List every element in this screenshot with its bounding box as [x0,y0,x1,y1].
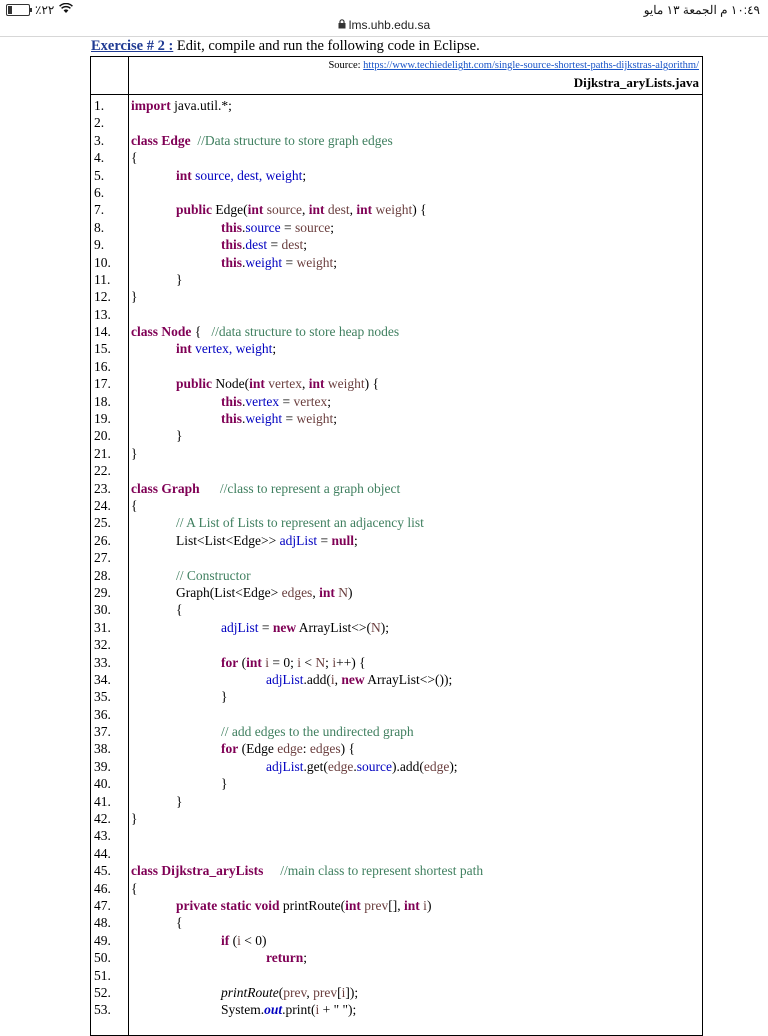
file-name: Dijkstra_aryLists.java [573,75,699,90]
code-line [131,132,483,149]
code-token: , [312,584,320,600]
code-token: source [295,219,331,235]
divider [0,36,768,37]
code-token: adjList [279,532,318,548]
line-number: 12. [94,289,111,305]
code-token: Graph(List<Edge> [176,584,282,600]
code-token: int [404,897,420,913]
line-number: 5. [94,167,105,183]
code-line [131,567,483,584]
code-token: class [131,324,158,340]
line-number: 33. [94,654,111,670]
code-token: // Constructor [176,567,251,583]
source-link[interactable]: https://www.techiedelight.com/single-source-shortest-paths-dijkstras-algorithm/ [363,60,699,71]
line-number: 41. [94,793,111,809]
code-line [131,323,483,340]
code-line [131,740,483,757]
code-token: java.util.*; [170,98,232,113]
code-line [131,114,483,131]
code-token: i [297,654,302,670]
code-token: adjList [266,758,304,774]
code-token: (Edge [238,741,278,757]
line-number: 45. [94,863,111,879]
code-token: for [221,654,239,670]
code-line [131,688,483,705]
code-token: .add( [303,671,331,687]
code-token: int [176,341,192,357]
code-token: ; [333,254,338,270]
line-number: 25. [94,515,111,531]
code-line [131,619,483,636]
code-token: { [176,602,183,618]
code-token: int [308,202,325,218]
code-token: dest [281,237,304,253]
exercise-heading [91,38,480,55]
code-token: edges [281,584,313,600]
code-token: //main class to represent shortest path [263,863,484,879]
code-token: public [176,202,213,218]
code-token: this [221,411,243,427]
status-bar [0,0,768,20]
line-number: 14. [94,324,111,340]
code-token: vertex [245,393,280,409]
code-line [131,654,483,671]
code-token: source [263,202,303,218]
code-token: adjList [266,671,304,687]
code-token: ( [238,654,247,670]
code-line [131,671,483,688]
code-line [131,184,483,201]
battery-percent: ٪٢٢ [35,3,55,17]
line-number: 39. [94,758,111,774]
code-line [131,758,483,775]
code-token: //data structure to store heap nodes [211,324,400,340]
code-token: List<List<Edge>> [176,532,280,548]
code-token: { [131,497,138,513]
code-token: int [308,376,325,392]
code-token: if [221,932,230,948]
code-token: return [266,950,304,966]
code-token: = [282,254,297,270]
code-line [131,340,483,357]
code-token: prev [313,984,338,1000]
code-token: N [315,654,326,670]
code-line [131,254,483,271]
code-token: this [221,393,243,409]
code-token: ) { [340,741,355,757]
code-token: = [280,219,295,235]
code-line [131,984,483,1001]
code-token: System. [221,1002,265,1018]
code-line [131,845,483,862]
url-text[interactable]: lms.uhb.edu.sa [348,18,431,32]
line-number: 50. [94,950,111,966]
line-number: 3. [94,132,105,148]
line-number-column [94,97,111,1019]
code-token: null [331,532,354,548]
code-token: this [221,219,243,235]
code-line [131,97,483,114]
line-number: 1. [94,98,105,113]
line-number: 11. [94,271,111,287]
code-table [90,56,703,1036]
line-number: 17. [94,376,111,392]
code-token: { [131,150,138,166]
code-token: ); [449,758,458,774]
code-token: . [242,254,246,270]
line-number: 2. [94,115,105,131]
code-line [131,462,483,479]
status-time: ١٠:٤٩ م الجمعة ١٣ مايو [643,3,760,17]
code-line [131,1001,483,1018]
line-number: 10. [94,254,111,270]
code-token: Edge [161,132,191,148]
line-number: 9. [94,237,105,253]
code-token: Edge( [212,202,248,218]
code-token: [], [388,897,405,913]
code-token: { [191,324,212,340]
line-number: 22. [94,463,111,479]
code-token: } [131,445,138,461]
code-token: . [242,411,246,427]
code-line [131,480,483,497]
line-number: 36. [94,706,111,722]
code-token: < [301,654,316,670]
code-line [131,827,483,844]
line-number: 32. [94,637,111,653]
code-line [131,358,483,375]
code-token: ) [426,897,432,913]
line-number: 49. [94,932,111,948]
code-token: weight [296,411,334,427]
code-token: N [334,584,348,600]
line-number: 31. [94,619,111,635]
code-token: ); [380,619,389,635]
code-line [131,271,483,288]
code-line [131,880,483,897]
code-token: private [176,897,218,913]
code-token: ).add( [391,758,424,774]
line-number: 20. [94,428,111,444]
code-token: ; [303,237,308,253]
code-token: prev [360,897,389,913]
code-token: } [176,793,183,809]
code-line [131,236,483,253]
line-number: 43. [94,828,111,844]
line-number: 23. [94,480,111,496]
code-line [131,810,483,827]
code-token: ( [229,932,238,948]
code-line [131,914,483,931]
code-token: } [131,289,138,305]
code-token: + " "); [319,1002,357,1018]
code-token: ; [327,393,331,409]
line-number: 24. [94,497,111,513]
line-number: 4. [94,150,105,166]
code-token: ; [353,532,358,548]
header-divider [91,94,702,95]
code-token: weight [372,202,413,218]
code-line [131,219,483,236]
code-token: weight [245,411,283,427]
code-token: int [319,584,335,600]
code-token: , [349,202,357,218]
line-number: 53. [94,1002,111,1018]
code-token: edge [277,741,303,757]
code-token: weight [296,254,334,270]
code-token: . [353,758,357,774]
code-line [131,636,483,653]
code-token: int [176,167,192,183]
line-number: 40. [94,776,111,792]
lock-icon [338,19,346,32]
exercise-label: Exercise # 2 : [91,38,174,54]
code-token: class [131,863,158,879]
code-token: Node [161,324,192,340]
code-token: ; [333,411,338,427]
line-number: 30. [94,602,111,618]
code-token: ) { [364,376,380,392]
code-line [131,375,483,392]
code-token: ArrayList<>()); [364,671,453,687]
line-number: 51. [94,967,111,983]
line-number: 46. [94,880,111,896]
code-token: ) [347,584,353,600]
code-token: dest [324,202,350,218]
code-token: source [356,758,392,774]
code-line [131,288,483,305]
code-token: i [419,897,427,913]
code-line [131,393,483,410]
code-line [131,932,483,949]
status-left [6,3,73,17]
code-token: , [302,202,309,218]
code-line [131,897,483,914]
code-line [131,427,483,444]
code-line [131,201,483,218]
code-line [131,584,483,601]
code-token: //class to represent a graph object [199,480,401,496]
line-number: 7. [94,202,105,218]
line-number: 16. [94,358,111,374]
code-token: < 0) [240,932,267,948]
code-token: class [131,480,158,496]
code-line [131,497,483,514]
code-token: weight [324,376,365,392]
code-token: i [332,654,337,670]
code-token: { [176,915,183,931]
wifi-icon [59,3,73,17]
code-token: . [242,219,246,235]
code-line [131,549,483,566]
line-number: 18. [94,393,111,409]
code-token: prev [283,984,307,1000]
code-token: for [221,741,239,757]
code-token: .print( [282,1002,316,1018]
code-token: new [272,619,297,635]
code-token: ; [330,219,334,235]
line-number: 19. [94,411,111,427]
code-token: adjList [221,619,259,635]
code-token: i [315,1002,320,1018]
code-token: int [356,202,373,218]
code-token: , [302,376,309,392]
code-line [131,167,483,184]
line-number: 29. [94,584,111,600]
code-token: Dijkstra_aryLists [158,863,264,879]
code-token: printRoute [221,984,279,1000]
code-token: , [334,671,342,687]
code-token: source [245,219,281,235]
code-token: ++) { [336,654,366,670]
source-label: Source: [328,60,361,71]
code-token: .get( [303,758,328,774]
line-number: 42. [94,811,111,827]
code-line [131,723,483,740]
line-number: 8. [94,219,105,235]
code-token: Node( [212,376,250,392]
code-line [131,410,483,427]
code-column [131,97,483,1019]
code-token: new [341,671,365,687]
code-token: ArrayList<>( [296,619,371,635]
line-number: 34. [94,671,111,687]
line-number: 48. [94,915,111,931]
code-token: = [317,532,332,548]
column-divider [128,57,129,1035]
line-number: 35. [94,689,111,705]
code-token: out [264,1002,283,1018]
code-token: i [341,984,346,1000]
code-token: dest [245,237,268,253]
code-token: vertex, weight [191,341,273,357]
code-token: } [176,271,183,287]
code-token: ) { [412,202,427,218]
code-token: printRoute( [279,897,346,913]
code-token: edge [423,758,450,774]
code-token: ]); [345,984,359,1000]
code-token: int [249,376,265,392]
line-number: 15. [94,341,111,357]
line-number: 27. [94,550,111,566]
code-token: = 0; [269,654,298,670]
code-token: public [176,376,213,392]
code-token: weight [245,254,283,270]
code-token: int [246,654,262,670]
code-line [131,706,483,723]
code-token: source, dest, weight [191,167,303,183]
code-token: ; [272,341,277,357]
code-token: } [221,776,228,792]
code-line [131,149,483,166]
code-line [131,601,483,618]
code-token: = [282,411,297,427]
exercise-instruction: Edit, compile and run the following code in Eclipse. [173,38,480,54]
line-number: 26. [94,532,111,548]
code-token: void [254,897,280,913]
code-token: = [267,237,282,253]
code-token: , [306,984,314,1000]
code-token: } [131,811,138,827]
line-number: 47. [94,897,111,913]
code-token: // add edges to the undirected graph [221,724,414,740]
code-line [131,306,483,323]
code-token: } [221,689,228,705]
line-number: 6. [94,184,105,200]
line-number: 21. [94,445,111,461]
code-token: edge [327,758,354,774]
code-token: ; [325,654,333,670]
code-token: i [237,932,241,948]
code-token: int [345,897,361,913]
address-bar[interactable] [0,18,768,36]
code-token: this [221,237,243,253]
code-token: : [302,741,310,757]
line-number: 44. [94,845,111,861]
code-line [131,514,483,531]
code-line [131,775,483,792]
line-number: 37. [94,724,111,740]
code-token: ; [302,167,307,183]
code-token: ; [303,950,308,966]
code-token: i [265,654,270,670]
line-number: 52. [94,984,111,1000]
code-token: //Data structure to store graph edges [190,132,393,148]
code-token: class [131,132,158,148]
code-token: int [247,202,264,218]
line-number: 28. [94,567,111,583]
line-number: 13. [94,306,111,322]
code-token: Graph [161,480,200,496]
code-token: edges [309,741,341,757]
code-line [131,445,483,462]
code-token: = [258,619,273,635]
code-token: N [370,619,381,635]
code-line [131,793,483,810]
code-line [131,532,483,549]
code-token: static [220,897,252,913]
code-line [131,949,483,966]
code-token: vertex [293,393,328,409]
code-token: { [131,880,138,896]
battery-level [8,6,12,14]
line-number: 38. [94,741,111,757]
code-token: [ [337,984,342,1000]
code-token: import [131,98,171,113]
code-token: . [242,237,246,253]
code-token: ( [278,984,284,1000]
code-line [131,862,483,879]
battery-icon [6,4,30,16]
code-token: i [330,671,335,687]
code-token: vertex [264,376,303,392]
code-token: . [242,393,246,409]
code-token: = [279,393,294,409]
code-token: this [221,254,243,270]
source-citation [328,60,699,71]
code-token: } [176,428,183,444]
code-line [131,967,483,984]
code-token: // A List of Lists to represent an adjacency list [176,515,424,531]
